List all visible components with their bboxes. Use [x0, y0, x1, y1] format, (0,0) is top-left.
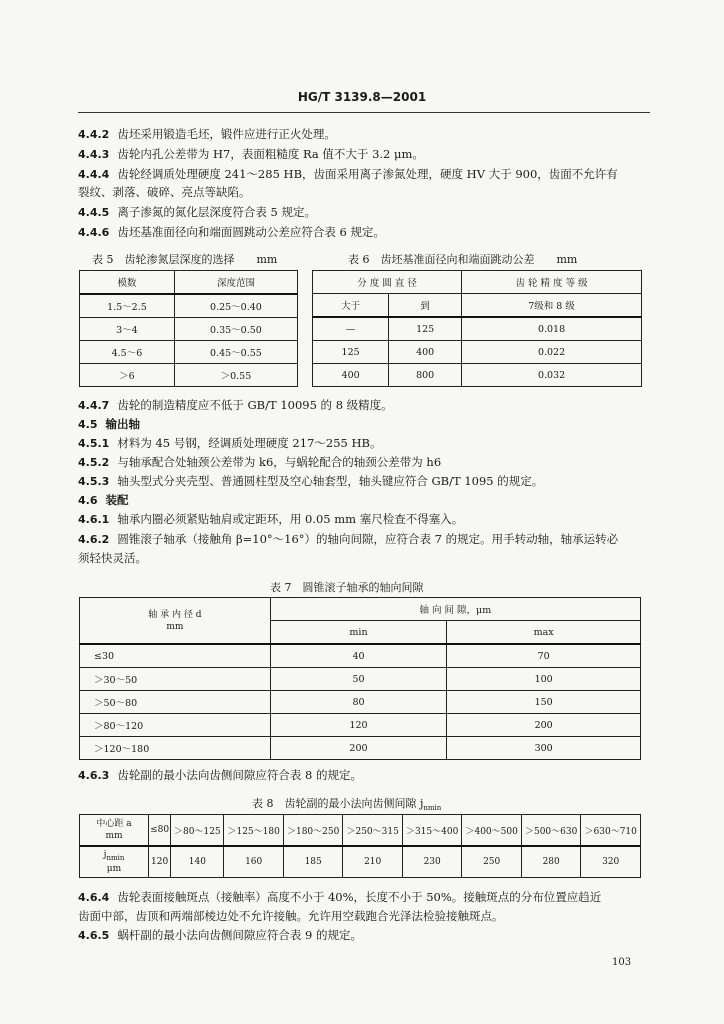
para-4-6-1: 4.6.1 轴承内圈必须紧贴轴肩或定距环，用 0.05 mm 塞尺检查不得塞入。: [78, 512, 464, 526]
table6-caption: 表 6 齿坯基准面径向和端面跳动公差 mm: [348, 253, 578, 266]
table7-sub-header: max: [447, 621, 641, 645]
para-4-4-7: 4.4.7 齿轮的制造精度应不低于 GB/T 10095 的 8 级精度。: [78, 398, 393, 412]
para-4-5-3: 4.5.3 轴头型式分夹壳型、普通圆柱型及空心轴套型，轴头键应符合 GB/T 1095 的规定。: [78, 474, 544, 488]
table5: [79, 270, 298, 387]
table5-caption: 表 5 齿轮渗氮层深度的选择 mm: [92, 253, 278, 266]
table6-sub-header: 7级和 8 级: [462, 294, 642, 318]
table-row: ＞30～50 50 100: [80, 668, 641, 691]
table7-group-header: 轴 向 间 隙，μm: [270, 598, 640, 621]
table7-sub-header: min: [270, 621, 447, 645]
table-row: 3～4 0.35～0.50: [80, 318, 298, 341]
para-4-4-4: 4.4.4 齿轮经调质处理硬度 241～285 HB，齿面采用离子渗氮处理，硬度 HV 大于 900，齿面不允许有: [78, 167, 618, 181]
page-header: HG/T 3139.8—2001: [297, 90, 427, 104]
table-row: ≤30 40 70: [80, 644, 641, 668]
table7: [79, 597, 641, 760]
table6-sub-header: 大于: [313, 294, 389, 318]
table-row: ＞120～180 200 300: [80, 737, 641, 760]
para-4-6-5: 4.6.5 蜗杆副的最小法向齿侧间隙应符合表 9 的规定。: [78, 928, 362, 942]
table8-row1-header: 中心距 a mm: [80, 815, 149, 847]
table6: [312, 270, 642, 387]
table5-header-cell: 模数: [80, 271, 175, 295]
para-4-4-3: 4.4.3 齿轮内孔公差带为 H7，表面粗糙度 Ra 值不大于 3.2 μm。: [78, 147, 424, 161]
para-4-6-4: 4.6.4 齿轮表面接触斑点（接触率）高度不小于 40%，长度不小于 50%。接触斑点的分布位置应趋近: [78, 890, 602, 904]
para-4-5-2: 4.5.2 与轴承配合处轴颈公差带为 k6，与蜗轮配合的轴颈公差带为 h6: [78, 455, 442, 469]
page-number: 103: [612, 957, 632, 968]
para-4-6-4-cont: 齿面中部，齿顶和两端部棱边处不允许接触。允许用空载跑合光泽法检验接触斑点。: [78, 909, 504, 923]
para-4-6-3: 4.6.3 齿轮副的最小法向齿侧间隙应符合表 8 的规定。: [78, 768, 362, 782]
para-4-4-2: 4.4.2 齿坯采用锻造毛坯，锻件应进行正火处理。: [78, 127, 336, 141]
table-row: 4.5～6 0.45～0.55: [80, 341, 298, 364]
section-4-6: 4.6 装配: [78, 493, 129, 507]
para-4-6-2: 4.6.2 圆锥滚子轴承（接触角 β=10°～16°）的轴向间隙，应符合表 7 的规定。用手转动轴，轴承运转必: [78, 532, 619, 546]
table8: 中心距 a mm ≤80 ＞80～125 ＞125～180 ＞180～250 ＞250～315 ＞315～400 ＞400～500 ＞500～630 ＞630～710 $j_{nmin}$ μm 120 140 160 185 210 230 250 280 320: [79, 814, 641, 878]
table6-sub-header: 到: [389, 294, 462, 318]
table-row: 400 800 0.032: [313, 364, 642, 387]
table6-group-header: 分 度 圆 直 径: [313, 271, 462, 294]
table7-left-header: 轴 承 内 径 d mm: [80, 598, 271, 645]
table-row: $j_{nmin}$ μm 120 140 160 185 210 230 250 280 320: [80, 846, 641, 878]
table8-row2-header: $j_{nmin}$ μm: [80, 846, 149, 878]
table5-header-cell: 深度范围: [174, 271, 297, 295]
table-row: ＞6 ＞0.55: [80, 364, 298, 387]
table-row: ＞80～120 120 200: [80, 714, 641, 737]
para-4-5-1: 4.5.1 材料为 45 号钢，经调质处理硬度 217～255 HB。: [78, 436, 382, 450]
table-row: 1.5～2.5 0.25～0.40: [80, 294, 298, 318]
header-rule: [78, 112, 650, 113]
table7-caption: 表 7 圆锥滚子轴承的轴向间隙: [270, 581, 424, 594]
section-4-5: 4.5 输出轴: [78, 417, 140, 431]
table-row: — 125 0.018: [313, 317, 642, 341]
table-row: ＞50～80 80 150: [80, 691, 641, 714]
para-4-4-5: 4.4.5 离子渗氮的氮化层深度符合表 5 规定。: [78, 205, 316, 219]
para-4-6-2-cont: 须轻快灵活。: [78, 551, 147, 565]
para-4-4-6: 4.4.6 齿坯基准面径向和端面圆跳动公差应符合表 6 规定。: [78, 225, 385, 239]
table6-group-header: 齿 轮 精 度 等 级: [462, 271, 642, 294]
table-row: 125 400 0.022: [313, 341, 642, 364]
table8-caption: 表 8 齿轮副的最小法向齿侧间隙 $j_{nmin}$: [252, 797, 442, 813]
para-4-4-4-cont: 裂纹、剥落、破碎、亮点等缺陷。: [78, 185, 251, 199]
